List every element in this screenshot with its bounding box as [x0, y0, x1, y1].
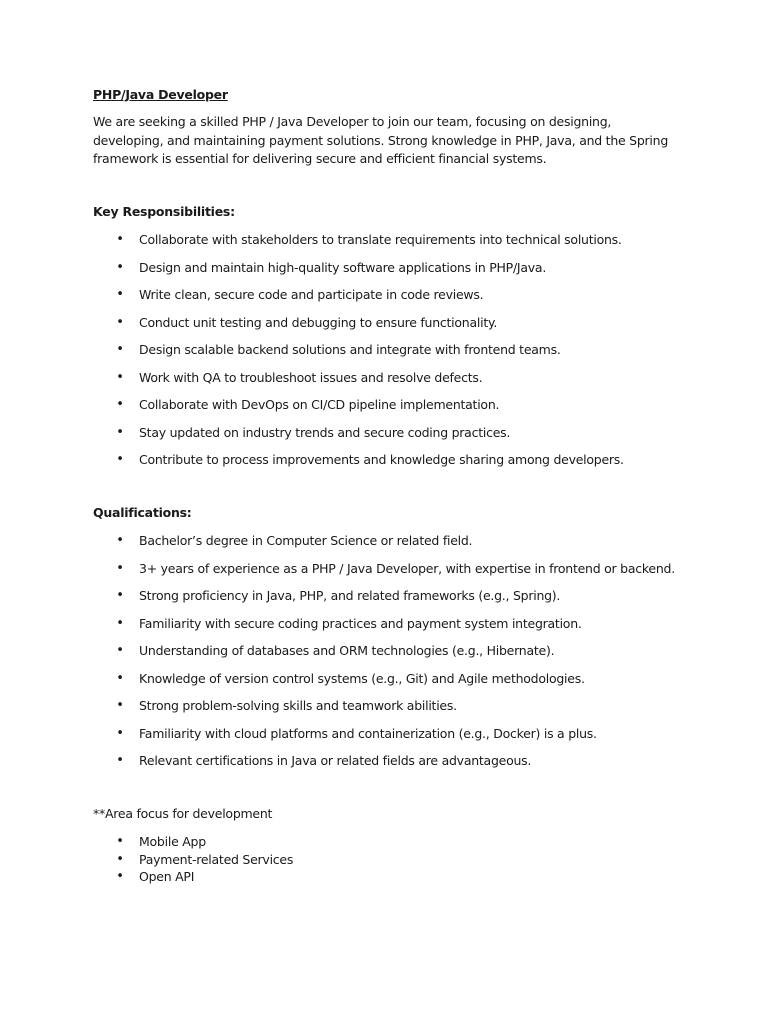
bullet-icon: • [116, 232, 124, 247]
bullet-icon: • [116, 698, 124, 713]
focus-list [0, 833, 768, 886]
list-item [0, 532, 768, 560]
list-item-text: Collaborate with stakeholders to translate requirements into technical solutions. [139, 232, 622, 247]
list-item [0, 642, 768, 670]
list-item-text: Work with QA to troubleshoot issues and resolve defects. [139, 369, 483, 385]
list-item [0, 314, 768, 342]
bullet-icon: • [116, 259, 124, 275]
list-item [0, 451, 768, 479]
bullet-icon: • [116, 533, 124, 548]
list-item-text: Familiarity with secure coding practices and payment system integration. [139, 615, 582, 631]
bullet-icon: • [116, 424, 124, 440]
list-item-text: Design and maintain high-quality software applications in PHP/Java. [139, 259, 547, 275]
list-item [0, 670, 768, 698]
bullet-icon: • [116, 753, 124, 768]
list-item-text: Design scalable backend solutions and integrate with frontend teams. [139, 342, 561, 357]
bullet-icon: • [116, 869, 124, 885]
bullet-icon: • [116, 560, 124, 576]
list-item [0, 231, 768, 259]
list-item-text: Understanding of databases and ORM technologies (e.g., Hibernate). [139, 643, 555, 658]
bullet-icon: • [116, 342, 124, 357]
list-item-text: Relevant certifications in Java or related fields are advantageous. [139, 753, 532, 768]
responsibilities-heading: Key Responsibilities: [93, 204, 235, 219]
list-item-text: Familiarity with cloud platforms and containerization (e.g., Docker) is a plus. [139, 725, 597, 741]
list-item-text: Knowledge of version control systems (e.g., Git) and Agile methodologies. [139, 670, 585, 686]
list-item [0, 697, 768, 725]
list-item [0, 752, 768, 780]
list-item [0, 560, 768, 588]
bullet-icon: • [116, 834, 124, 849]
list-item [0, 833, 768, 851]
list-item [0, 286, 768, 314]
bullet-icon: • [116, 643, 124, 658]
list-item-text: Contribute to process improvements and knowledge sharing among developers. [139, 452, 624, 467]
bullet-icon: • [116, 314, 124, 330]
list-item [0, 615, 768, 643]
list-item-text: 3+ years of experience as a PHP / Java Developer, with expertise in frontend or backend. [139, 560, 675, 576]
document-title: PHP/Java Developer [93, 87, 228, 102]
list-item [0, 725, 768, 753]
bullet-icon: • [116, 851, 124, 867]
list-item [0, 369, 768, 397]
list-item-text: Open API [139, 869, 195, 885]
list-item-text: Bachelor’s degree in Computer Science or related field. [139, 533, 473, 548]
list-item [0, 868, 768, 886]
list-item-text: Stay updated on industry trends and secure coding practices. [139, 424, 511, 440]
list-item [0, 851, 768, 869]
list-item [0, 396, 768, 424]
bullet-icon: • [116, 670, 124, 686]
list-item-text: Write clean, secure code and participate in code reviews. [139, 287, 484, 302]
list-item-text: Mobile App [139, 834, 206, 849]
bullet-icon: • [116, 287, 124, 302]
list-item [0, 259, 768, 287]
list-item [0, 341, 768, 369]
focus-heading: **Area focus for development [93, 806, 273, 821]
bullet-icon: • [116, 588, 124, 603]
bullet-icon: • [116, 369, 124, 385]
list-item [0, 424, 768, 452]
intro-paragraph: We are seeking a skilled PHP / Java Developer to join our team, focusing on designing, developing, and maintaining payment solutions. Strong knowledge in PHP, Java, and the Spring framework is essential for delivering secure and efficient financial systems. [93, 114, 669, 166]
list-item-text: Strong proficiency in Java, PHP, and related frameworks (e.g., Spring). [139, 588, 561, 603]
list-item-text: Collaborate with DevOps on CI/CD pipeline implementation. [139, 397, 500, 412]
list-item-text: Conduct unit testing and debugging to ensure functionality. [139, 314, 498, 330]
bullet-icon: • [116, 397, 124, 412]
qualifications-list [0, 532, 768, 780]
list-item-text: Strong problem-solving skills and teamwork abilities. [139, 698, 457, 713]
bullet-icon: • [116, 615, 124, 631]
bullet-icon: • [116, 725, 124, 741]
bullet-icon: • [116, 452, 124, 467]
list-item-text: Payment-related Services [139, 851, 294, 867]
responsibilities-list [0, 231, 768, 479]
list-item [0, 587, 768, 615]
qualifications-heading: Qualifications: [93, 505, 192, 520]
